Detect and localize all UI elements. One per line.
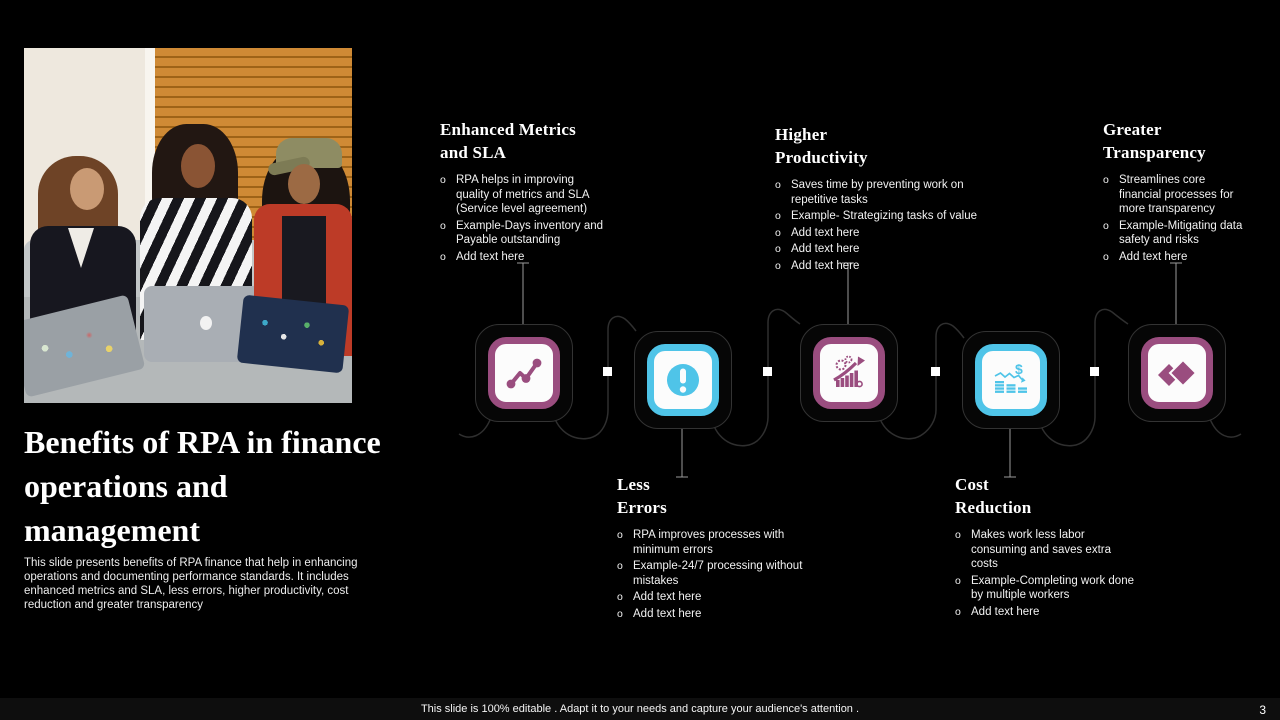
connector-square — [931, 367, 940, 376]
benefit-bullets — [440, 173, 608, 264]
timeline-node-less-errors — [634, 331, 732, 429]
exclamation-icon — [663, 360, 703, 400]
footer-bar — [0, 698, 1280, 720]
connector-square — [1090, 367, 1099, 376]
bullet-item: o Streamlines core financial processes for more transparency — [1103, 174, 1234, 215]
finance-chart-dollar-icon — [991, 360, 1031, 400]
bullet-item: o Add text here — [775, 259, 860, 272]
timeline-node-higher-productivity — [800, 324, 898, 422]
bullet-item: o Saves time by preventing work on repetitive tasks — [775, 179, 964, 206]
benefit-title: Higher Productivity — [775, 125, 868, 167]
bullet-item: o Example-Completing work done by multiple workers — [955, 574, 1134, 601]
connector-square — [603, 367, 612, 376]
footer-note: This slide is 100% editable . Adapt it to your needs and capture your audience's attention . — [420, 703, 860, 715]
bullet-item: o Add text here — [617, 591, 702, 603]
icon-chip — [488, 337, 560, 409]
trend-line-icon — [504, 353, 544, 393]
benefit-column-less-errors — [617, 473, 809, 623]
slide-description: This slide presents benefits of RPA finance that help in enhancing operations and documenting performance standards. It includes enhanced metrics and SLA, less errors, higher productivity, cost reduction and greater transparency — [24, 557, 358, 611]
page-number: 3 — [1259, 703, 1266, 717]
icon-chip — [975, 344, 1047, 416]
benefit-column-enhanced-metrics — [440, 118, 608, 266]
bullet-item: o Example- Strategizing tasks of value — [775, 210, 978, 222]
bullet-item: o Makes work less labor consuming and saves extra costs — [955, 529, 1111, 570]
bullet-item: o Add text here — [955, 605, 1040, 618]
bullet-item: o Add text here — [1103, 250, 1188, 263]
bullet-item: o RPA helps in improving quality of metrics and SLA (Service level agreement) — [440, 174, 589, 215]
bullet-item: o Example-24/7 processing without mistakes — [617, 560, 803, 587]
bullet-item: o Add text here — [775, 226, 860, 239]
bullet-item: o Add text here — [775, 243, 860, 255]
timeline-node-greater-transparency — [1128, 324, 1226, 422]
benefit-title: Cost Reduction — [955, 475, 1032, 517]
icon-chip — [1141, 337, 1213, 409]
bullet-item: o Example-Mitigating data safety and risks — [1103, 219, 1243, 246]
icon-chip — [813, 337, 885, 409]
timeline-node-cost-reduction — [962, 331, 1060, 429]
diamonds-icon — [1157, 353, 1197, 393]
benefit-column-greater-transparency — [1103, 118, 1245, 266]
svg-text:$: $ — [1015, 361, 1023, 377]
benefit-title: Less Errors — [617, 475, 667, 517]
benefit-title: Greater Transparency — [1103, 120, 1206, 162]
benefit-column-cost-reduction — [955, 473, 1139, 621]
benefit-title: Enhanced Metrics and SLA — [440, 120, 576, 162]
connector-square — [763, 367, 772, 376]
benefit-bullets — [955, 528, 1139, 619]
bullet-item: o Example-Days inventory and Payable outstanding — [440, 219, 604, 246]
bullet-item: o RPA improves processes with minimum errors — [617, 529, 785, 556]
page-title: Benefits of RPA in finance operations and management — [24, 424, 381, 548]
benefit-bullets — [775, 178, 993, 273]
icon-chip — [647, 344, 719, 416]
growth-chart-gears-icon — [829, 353, 869, 393]
benefit-column-higher-productivity — [775, 123, 993, 275]
bullet-item: o Add text here — [617, 607, 702, 620]
benefit-bullets — [617, 528, 809, 621]
bullet-item: o Add text here — [440, 250, 525, 263]
benefit-bullets — [1103, 173, 1245, 264]
timeline-node-enhanced-metrics — [475, 324, 573, 422]
